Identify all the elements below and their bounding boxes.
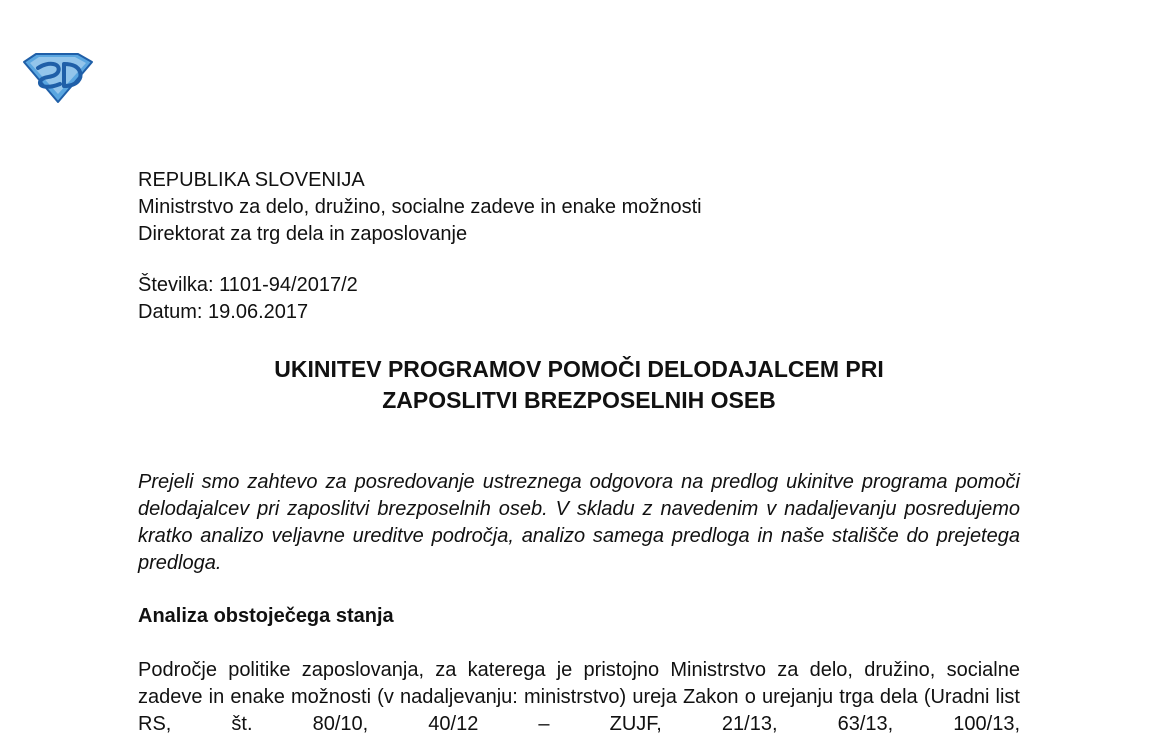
title-line-2: ZAPOSLITVI BREZPOSELNIH OSEB bbox=[382, 387, 776, 413]
header-country: REPUBLIKA SLOVENIJA bbox=[138, 169, 365, 191]
intro-paragraph: Prejeli smo zahtevo za posredovanje ustreznega odgovora na predlog ukinitve programa pomoči delodajalcev pri zaposlitvi brezposelnih oseb. V skladu z navedenim v nadaljevanju posredujemo kratko analizo veljavne ureditve področja, analizo samega predloga in naše stališče do prejetega predloga. bbox=[138, 471, 1020, 574]
title-line-1: UKINITEV PROGRAMOV POMOČI DELODAJALCEM PRI bbox=[274, 356, 884, 382]
document-number: Številka: 1101-94/2017/2 bbox=[138, 274, 358, 296]
sender-header bbox=[138, 167, 702, 248]
header-ministry: Ministrstvo za delo, družino, socialne zadeve in enake možnosti bbox=[138, 196, 702, 218]
section-heading: Analiza obstoječega stanja bbox=[138, 605, 394, 627]
document-date: Datum: 19.06.2017 bbox=[138, 301, 309, 323]
document-title bbox=[138, 354, 1020, 416]
header-directorate: Direktorat za trg dela in zaposlovanje bbox=[138, 223, 468, 245]
document-meta bbox=[138, 272, 358, 326]
body-paragraph: Področje politike zaposlovanja, za katerega je pristojno Ministrstvo za delo, družino, socialne zadeve in enake možnosti (v nadaljevanju: ministrstvo) ureja Zakon o urejanju trga dela (Uradni list RS, št. 80/10, 40/12 – ZUJF, 21/13, 63/13, 100/13, bbox=[138, 659, 1020, 735]
ministry-logo-icon bbox=[20, 48, 96, 104]
